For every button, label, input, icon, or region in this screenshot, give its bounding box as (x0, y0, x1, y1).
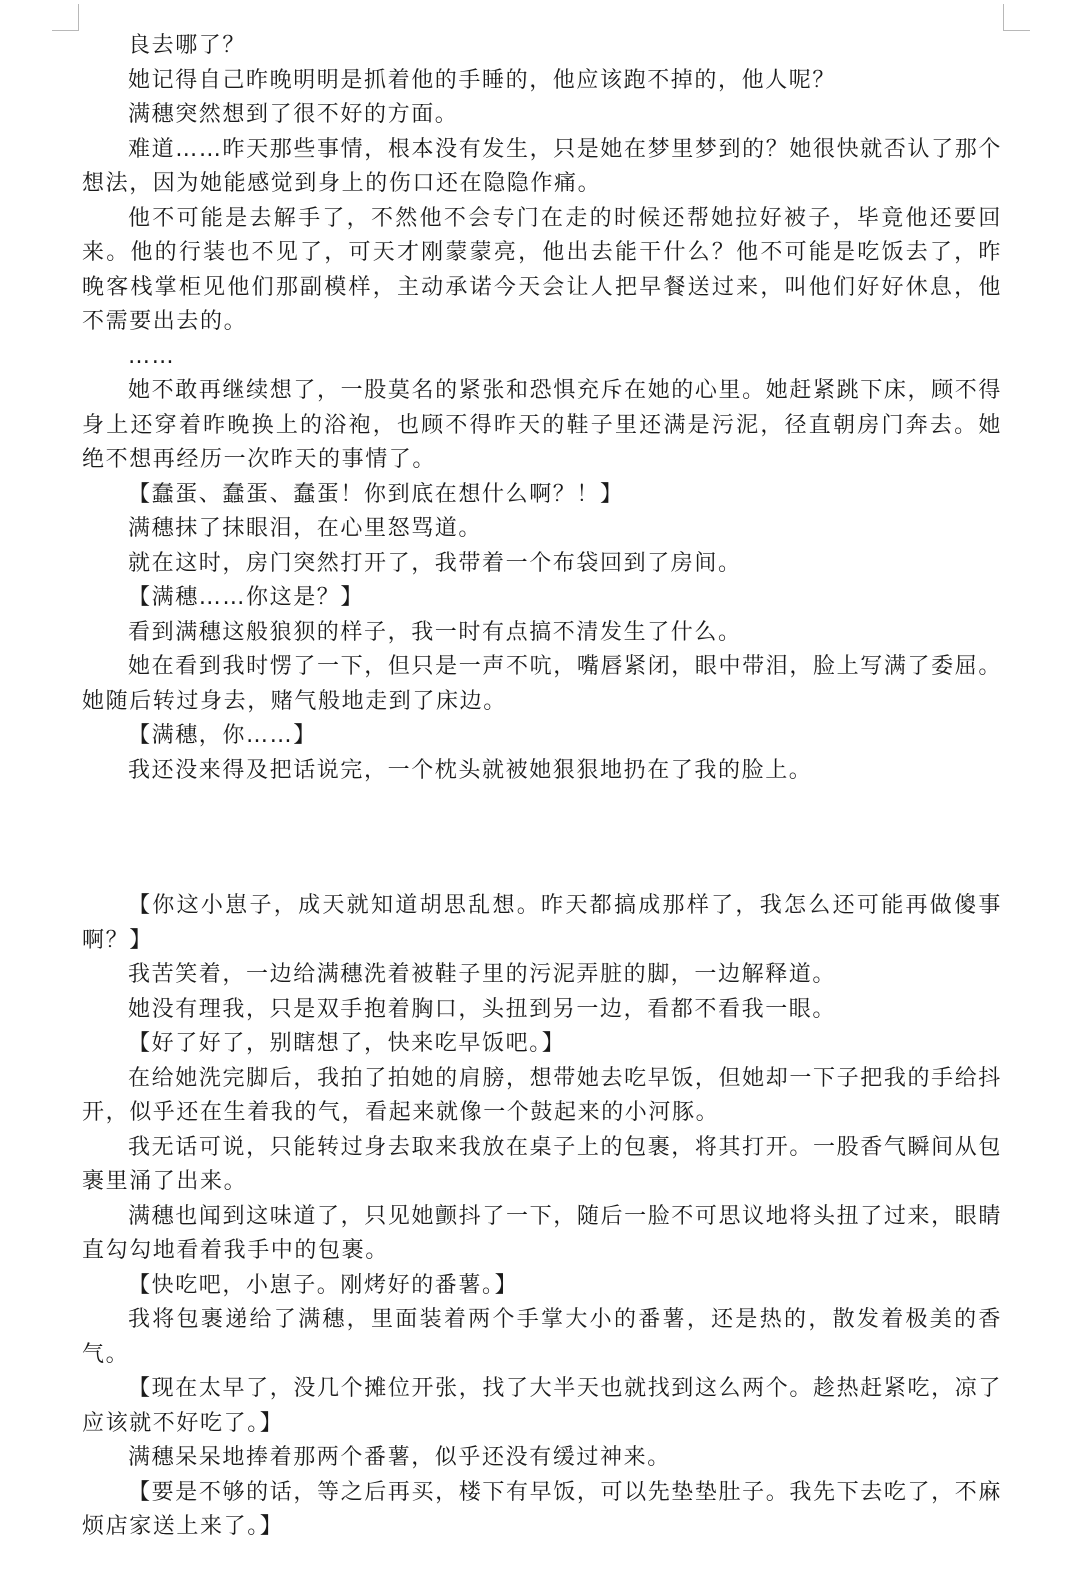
paragraph: 她在看到我时愣了一下，但只是一声不吭，嘴唇紧闭，眼中带泪，脸上写满了委屈。她随后转过身去，赌气般地走到了床边。 (82, 654, 1002, 714)
paragraph: 他不可能是去解手了，不然他不会专门在走的时候还帮她拉好被子，毕竟他还要回来。他的行装也不见了，可天才刚蒙蒙亮，他出去能干什么？他不可能是吃饭去了，昨晚客栈掌柜见他们那副模样，主动承诺今天会让人把早餐送过来，叫他们好好休息，他不需要出去的。 (82, 205, 1002, 334)
paragraph: 良去哪了？ (128, 33, 247, 58)
paragraph: 满穗也闻到这味道了，只见她颤抖了一下，随后一脸不可思议地将头扭了过来，眼睛直勾勾地看着我手中的包裹。 (82, 1203, 1002, 1263)
dialogue-line: 【快吃吧，小崽子。刚烤好的番薯。】 (128, 1272, 519, 1298)
paragraph: 我将包裹递给了满穗，里面装着两个手掌大小的番薯，还是热的，散发着极美的香气。 (82, 1307, 1002, 1367)
paragraph: 满穗抹了抹眼泪，在心里怒骂道。 (128, 516, 483, 541)
paragraph: 她不敢再继续想了，一股莫名的紧张和恐惧充斥在她的心里。她赶紧跳下床，顾不得身上还穿着昨晚换上的浴袍，也顾不得昨天的鞋子里还满是污泥，径直朝房门奔去。她绝不想再经历一次昨天的事情了。 (82, 378, 1002, 472)
text-section-1 (82, 29, 1002, 788)
page-corner-mark-right (1003, 4, 1030, 31)
paragraph: 我还没来得及把话说完，一个枕头就被她狠狠地扔在了我的脸上。 (128, 757, 813, 783)
paragraph: 满穗突然想到了很不好的方面。 (128, 102, 459, 127)
dialogue-line: 【好了好了，别瞎想了，快来吃早饭吧。】 (128, 1031, 566, 1056)
ellipsis-line: …… (128, 343, 176, 369)
dialogue-line: 【现在太早了，没几个摊位开张，找了大半天也就找到这么两个。趁热赶紧吃，凉了应该就不好吃了。】 (82, 1376, 1002, 1436)
dialogue-line: 【你这小崽子，成天就知道胡思乱想。昨天都搞成那样了，我怎么还可能再做傻事啊？】 (82, 893, 1002, 953)
dialogue-line: 【满穗，你……】 (128, 723, 317, 748)
paragraph: 满穗呆呆地捧着那两个番薯，似乎还没有缓过神来。 (128, 1445, 671, 1470)
paragraph: 看到满穗这般狼狈的样子，我一时有点搞不清发生了什么。 (128, 619, 742, 645)
paragraph: 我无话可说，只能转过身去取来我放在桌子上的包裹，将其打开。一股香气瞬间从包裹里涌了出来。 (82, 1134, 1002, 1194)
paragraph: 就在这时，房门突然打开了，我带着一个布袋回到了房间。 (128, 550, 742, 576)
paragraph: 在给她洗完脚后，我拍了拍她的肩膀，想带她去吃早饭，但她却一下子把我的手给抖开，似乎还在生着我的气，看起来就像一个鼓起来的小河豚。 (82, 1065, 1002, 1125)
dialogue-line: 【满穗……你这是？】 (128, 585, 365, 610)
paragraph: 难道……昨天那些事情，根本没有发生，只是她在梦里梦到的？她很快就否认了那个想法，因为她能感觉到身上的伤口还在隐隐作痛。 (82, 136, 1002, 196)
page-corner-mark-left (52, 4, 79, 31)
paragraph: 她没有理我，只是双手抱着胸口，头扭到另一边，看都不看我一眼。 (128, 996, 837, 1022)
paragraph: 我苦笑着，一边给满穗洗着被鞋子里的污泥弄脏的脚，一边解释道。 (128, 962, 837, 987)
dialogue-line: 【要是不够的话，等之后再买，楼下有早饭，可以先垫垫肚子。我先下去吃了，不麻烦店家送上来了。】 (82, 1479, 1002, 1539)
text-section-2 (82, 889, 1002, 1545)
paragraph: 她记得自己昨晚明明是抓着他的手睡的，他应该跑不掉的，他人呢？ (128, 67, 837, 93)
dialogue-line: 【蠢蛋、蠢蛋、蠢蛋！你到底在想什么啊？！】 (128, 481, 624, 507)
